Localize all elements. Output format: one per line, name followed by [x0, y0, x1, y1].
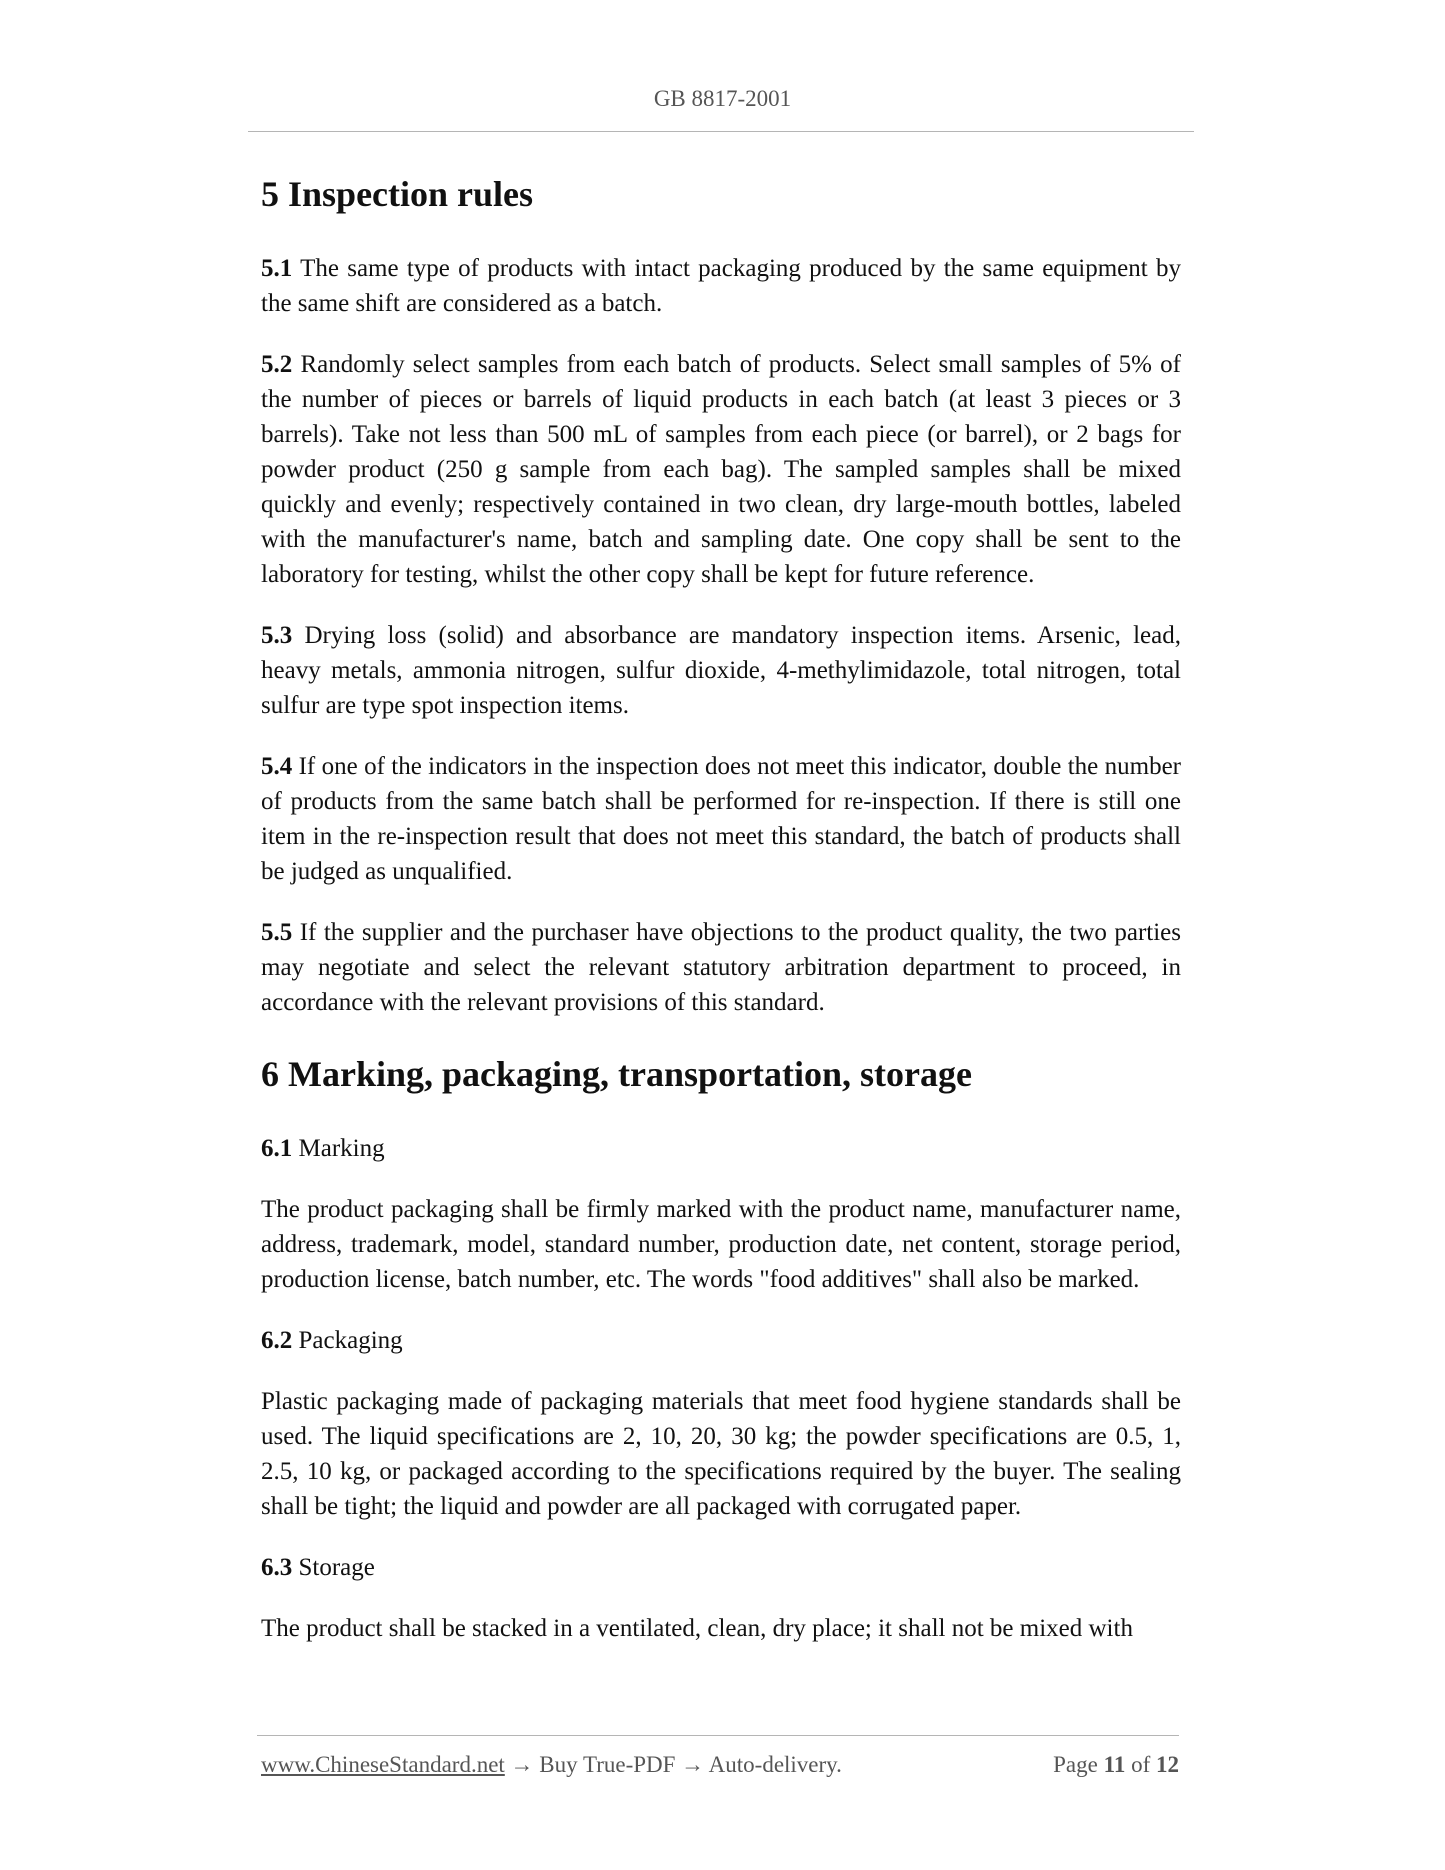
clause-number: 5.5 [261, 919, 293, 946]
clause-5-3 [261, 618, 1181, 723]
clause-number: 5.1 [261, 255, 293, 282]
clause-6-2-text: Plastic packaging made of packaging materials that meet food hygiene standards shall be used. The liquid specifications are 2, 10, 20, 30 kg; the powder specifications are 0.5, 1, 2.5, 10 kg, or packaged according to the specifications required by the buyer. The sealing shall be tight; the liquid and powder are all packaged with corrugated paper. [261, 1388, 1181, 1520]
document-body [261, 168, 1181, 1672]
header-divider [248, 131, 1194, 132]
clause-6-1-text: The product packaging shall be firmly marked with the product name, manufacturer name, address, trademark, model, standard number, production date, net content, storage period, production license, batch number, etc. The words "food additives" shall also be marked. [261, 1196, 1181, 1293]
clause-number: 5.4 [261, 753, 293, 780]
clause-text: Randomly select samples from each batch of products. Select small samples of 5% of the number of pieces or barrels of liquid products in each batch (at least 3 pieces or 3 barrels). Take not less than 500 mL of samples from each piece (or barrel), or 2 bags for powder product (250 g sample from each bag). The sampled samples shall be mixed quickly and evenly; respectively contained in two clean, dry large-mouth bottles, labeled with the manufacturer's name, batch and sampling date. One copy shall be sent to the laboratory for testing, whilst the other copy shall be kept for future reference. [261, 351, 1181, 588]
website-link[interactable]: www.ChineseStandard.net [261, 1752, 505, 1777]
clause-title: Storage [292, 1554, 375, 1581]
page-label: Page [1053, 1752, 1104, 1777]
clause-text: The same type of products with intact packaging produced by the same equipment by the same shift are considered as a batch. [261, 255, 1181, 317]
page-header [0, 86, 1445, 112]
clause-number: 5.2 [261, 351, 293, 378]
clause-number: 6.2 [261, 1327, 293, 1354]
clause-text: Drying loss (solid) and absorbance are mandatory inspection items. Arsenic, lead, heavy metals, ammonia nitrogen, sulfur dioxide, 4-methylimidazole, total nitrogen, total sulfur are type spot inspection items. [261, 622, 1181, 719]
clause-number: 6.3 [261, 1554, 293, 1581]
page-number: 11 [1103, 1752, 1126, 1777]
clause-number: 5.3 [261, 622, 293, 649]
footer-left [261, 1752, 842, 1778]
clause-title: Marking [292, 1135, 385, 1162]
standard-code: GB 8817-2001 [653, 86, 792, 111]
clause-5-5 [261, 915, 1181, 1020]
buy-text: → Buy True-PDF → Auto-delivery. [504, 1752, 842, 1777]
clause-number: 6.1 [261, 1135, 293, 1162]
section-6-heading: 6 Marking, packaging, transportation, storage [261, 1054, 972, 1094]
clause-6-2-title [261, 1323, 1181, 1358]
clause-5-1 [261, 251, 1181, 321]
clause-5-4 [261, 749, 1181, 889]
clause-6-3-text: The product shall be stacked in a ventilated, clean, dry place; it shall not be mixed with [261, 1615, 1133, 1642]
of-label: of [1125, 1752, 1156, 1777]
footer-divider [257, 1735, 1179, 1736]
total-pages: 12 [1156, 1752, 1179, 1777]
clause-text: If the supplier and the purchaser have objections to the product quality, the two parties may negotiate and select the relevant statutory arbitration department to proceed, in accordance with the relevant provisions of this standard. [261, 919, 1181, 1016]
clause-title: Packaging [292, 1327, 403, 1354]
clause-text: If one of the indicators in the inspection does not meet this indicator, double the number of products from the same batch shall be performed for re-inspection. If there is still one item in the re-inspection result that does not meet this standard, the batch of products shall be judged as unqualified. [261, 753, 1181, 885]
clause-6-3-title [261, 1550, 1181, 1585]
page-indicator [1053, 1752, 1179, 1778]
section-5-heading: 5 Inspection rules [261, 174, 534, 214]
clause-5-2 [261, 347, 1181, 592]
clause-6-1-title [261, 1131, 1181, 1166]
